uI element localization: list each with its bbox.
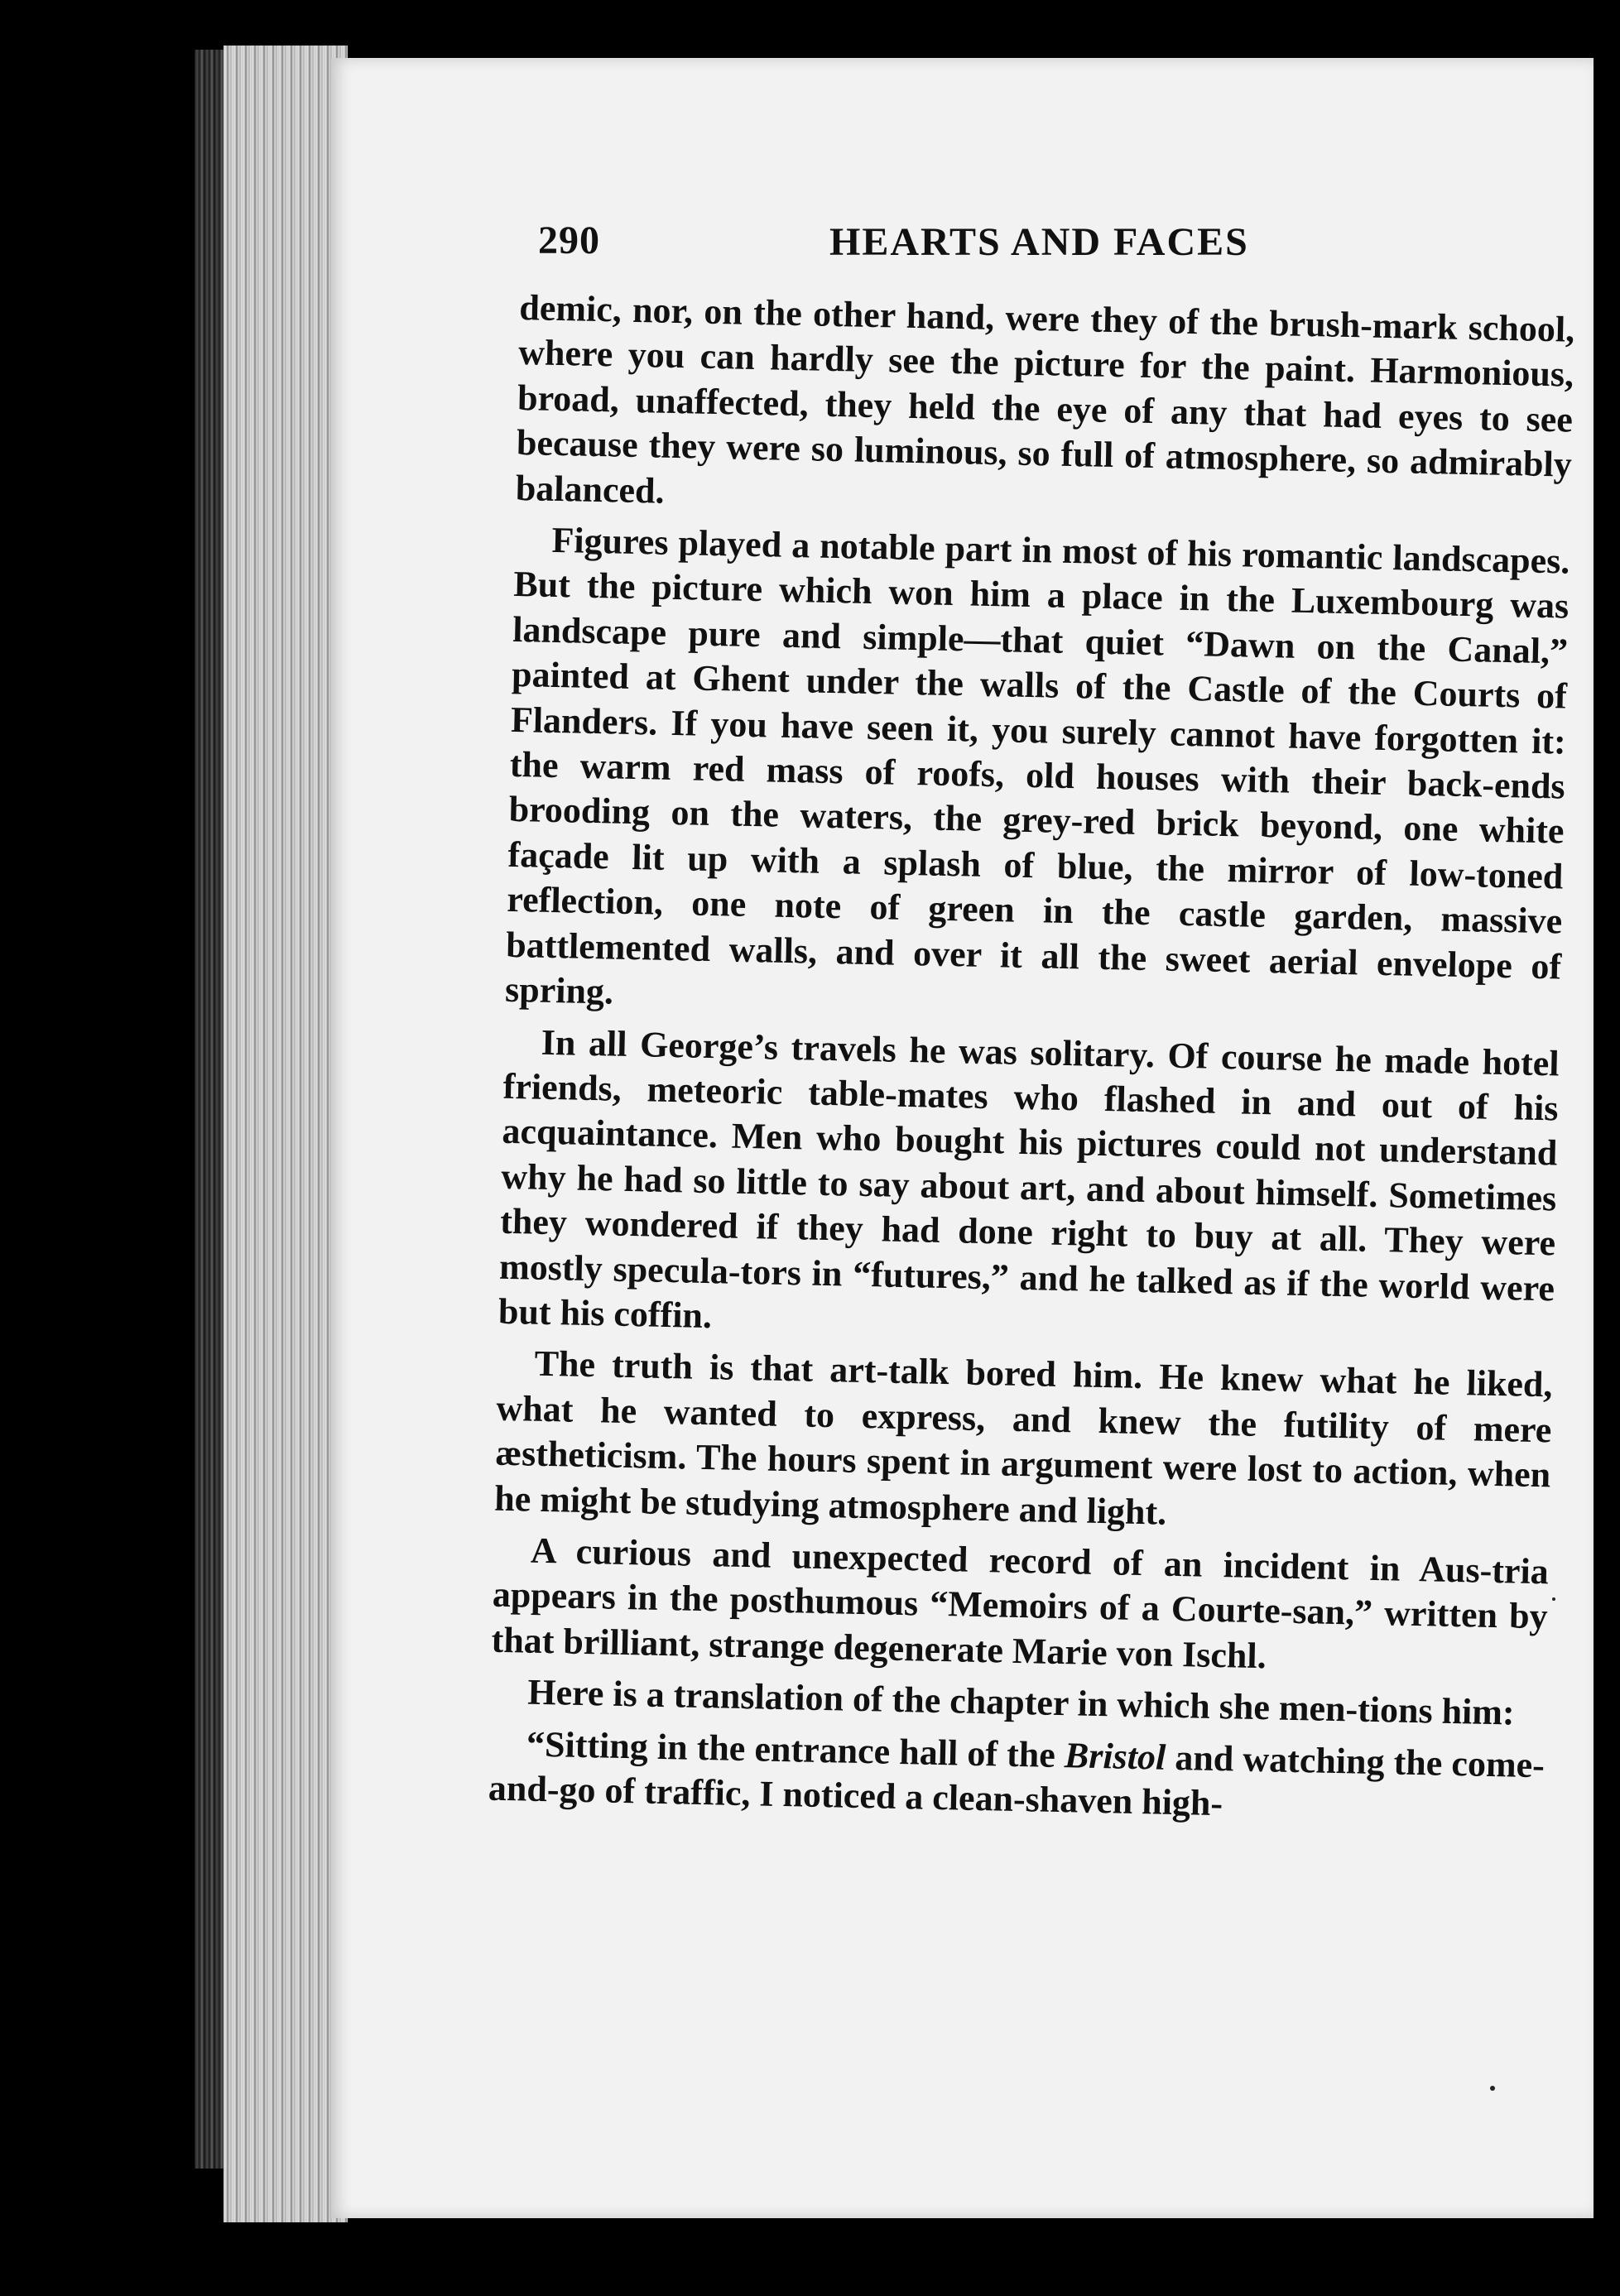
scan-speck: [1490, 2086, 1495, 2091]
paragraph: demic, nor, on the other hand, were they of the brush-mark school, where you can hardly see the picture for the paint. Harmonious, broad, unaffected, they held the eye of any that had eyes to see because they were so luminous, so full of atmosphere, so admirably balanced.: [515, 286, 1575, 512]
book-title: HEARTS AND FACES: [829, 220, 1249, 264]
paragraph: The truth is that art-talk bored him. He knew what he liked, what he wanted to express, and knew the futility of mere æstheticism. The hours spent in argument were lost to action, when he might be studying atmosphere and light.: [493, 1343, 1553, 1533]
paragraph: Figures played a notable part in most of his romantic landscapes. But the picture which won him a place in the Luxembourg was landscape pure and simple—that quiet “Dawn on the Canal,” painted at Ghent under the walls of the Castle of the Courts of Flanders. If you have seen it, you surely cannot have forgotten it: the warm red mass of roofs, old houses with their back-ends brooding on the waters, the grey-red brick beyond, one white façade lit up with a splash of blue, the mirror of low-toned reflection, one note of green in the castle garden, massive battlemented walls, and over it all the sweet aerial envelope of spring.: [504, 519, 1570, 1012]
text-run: and watching the come-and-go of traffic, I noticed a clean-shaven high-: [488, 1736, 1545, 1824]
paragraph: Here is a translation of the chapter in which she men-tions him:: [526, 1671, 1516, 1733]
page-stack-edges: [224, 46, 348, 2222]
paragraph: A curious and unexpected record of an incident in Aus-tria appears in the posthumous “Memoirs of a Courte-san,” written by that brilliant, strange degenerate Marie von Ischl.: [491, 1530, 1550, 1677]
paragraph: In all George’s travels he was solitary. Of course he made hotel friends, meteoric table-mates who flashed in and out of his acquaintance. Men who bought his pictures could not understand why he had so little to say about art, and about himself. Sometimes they wondered if they had done right to buy at all. They were mostly specula-tors in “futures,” and he talked as if the world were but his coffin.: [498, 1021, 1560, 1337]
text-run: “Sitting in the entrance hall of the: [526, 1723, 1065, 1775]
page-number: 290: [538, 219, 600, 262]
running-head: [538, 211, 1548, 277]
hotel-name: Bristol: [1064, 1734, 1166, 1778]
body-text: [488, 286, 1574, 1833]
scan-speck: [1552, 1597, 1555, 1601]
book-spine-shadow: [195, 50, 228, 2169]
